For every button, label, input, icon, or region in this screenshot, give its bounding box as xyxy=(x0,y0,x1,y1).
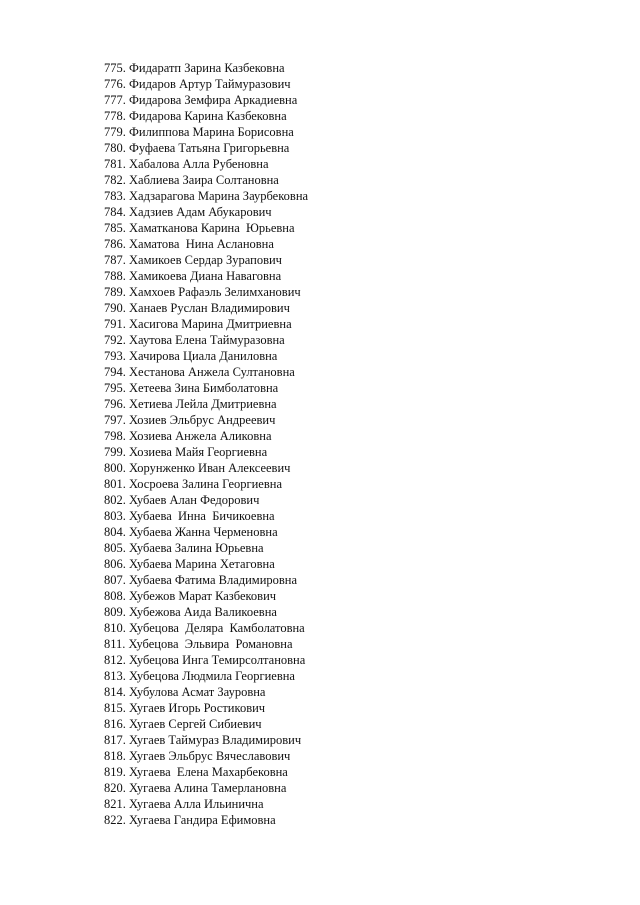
list-item xyxy=(104,620,308,636)
list-item xyxy=(104,732,308,748)
entry-number: 819. xyxy=(104,765,126,779)
list-item xyxy=(104,460,308,476)
list-item xyxy=(104,780,308,796)
entry-name: Хугаев Игорь Ростикович xyxy=(129,701,266,715)
list-item xyxy=(104,380,308,396)
entry-number: 800. xyxy=(104,461,126,475)
entry-name: Хубежов Марат Казбекович xyxy=(129,589,277,603)
entry-number: 820. xyxy=(104,781,126,795)
entry-name: Ханаев Руслан Владимирович xyxy=(129,301,290,315)
entry-number: 806. xyxy=(104,557,126,571)
entry-name: Хубежова Аида Валикоевна xyxy=(129,605,277,619)
entry-name: Хугаева Алла Ильинична xyxy=(129,797,264,811)
list-item xyxy=(104,636,308,652)
entry-name: Хозиева Анжела Аликовна xyxy=(129,429,272,443)
entry-number: 775. xyxy=(104,61,126,75)
list-item xyxy=(104,812,308,828)
entry-number: 818. xyxy=(104,749,126,763)
entry-name: Хабалова Алла Рубеновна xyxy=(129,157,269,171)
entry-name: Хубаева Фатима Владимировна xyxy=(129,573,298,587)
entry-name: Хамикоев Сердар Зурапович xyxy=(129,253,282,267)
entry-number: 803. xyxy=(104,509,126,523)
entry-number: 817. xyxy=(104,733,126,747)
entry-number: 822. xyxy=(104,813,126,827)
entry-number: 786. xyxy=(104,237,126,251)
list-item xyxy=(104,268,308,284)
list-item xyxy=(104,748,308,764)
entry-number: 782. xyxy=(104,173,126,187)
entry-name: Хадзарагова Марина Заурбековна xyxy=(129,189,309,203)
entry-name: Хугаев Сергей Сибиевич xyxy=(129,717,262,731)
entry-number: 791. xyxy=(104,317,126,331)
list-item xyxy=(104,588,308,604)
entry-number: 784. xyxy=(104,205,126,219)
entry-name: Фидарова Карина Казбековна xyxy=(129,109,287,123)
entry-number: 810. xyxy=(104,621,126,635)
list-item xyxy=(104,540,308,556)
list-item xyxy=(104,492,308,508)
entry-number: 794. xyxy=(104,365,126,379)
list-item xyxy=(104,156,308,172)
list-item xyxy=(104,764,308,780)
entry-name: Фидаратп Зарина Казбековна xyxy=(129,61,285,75)
entry-number: 815. xyxy=(104,701,126,715)
entry-number: 799. xyxy=(104,445,126,459)
list-item xyxy=(104,188,308,204)
entry-name: Хубаева Жанна Черменовна xyxy=(129,525,278,539)
entry-name: Хугаев Таймураз Владимирович xyxy=(129,733,302,747)
entry-name: Хугаева Алина Тамерлановна xyxy=(129,781,287,795)
list-item xyxy=(104,668,308,684)
entry-number: 777. xyxy=(104,93,126,107)
list-item xyxy=(104,716,308,732)
list-item xyxy=(104,396,308,412)
list-item xyxy=(104,140,308,156)
entry-name: Хубецова Эльвира Романовна xyxy=(128,637,293,651)
entry-name: Хорунженко Иван Алексеевич xyxy=(129,461,291,475)
entry-name: Хадзиев Адам Абукарович xyxy=(129,205,272,219)
entry-number: 778. xyxy=(104,109,126,123)
entry-name: Хубецова Деляра Камболатовна xyxy=(129,621,305,635)
entry-name: Хугаева Гандира Ефимовна xyxy=(129,813,276,827)
entry-name: Фидаров Артур Таймуразович xyxy=(129,77,291,91)
entry-number: 802. xyxy=(104,493,126,507)
entry-name: Хубаева Инна Бичикоевна xyxy=(129,509,275,523)
entry-name: Хасигова Марина Дмитриевна xyxy=(129,317,292,331)
entry-name: Хамхоев Рафаэль Зелимханович xyxy=(129,285,301,299)
entry-number: 795. xyxy=(104,381,126,395)
list-item xyxy=(104,524,308,540)
list-item xyxy=(104,284,308,300)
list-item xyxy=(104,700,308,716)
list-item xyxy=(104,60,308,76)
list-item xyxy=(104,204,308,220)
entry-name: Хачирова Циала Даниловна xyxy=(129,349,278,363)
entry-number: 807. xyxy=(104,573,126,587)
list-item xyxy=(104,236,308,252)
list-item xyxy=(104,476,308,492)
entry-name: Хамикоева Диана Наваговна xyxy=(129,269,282,283)
entry-number: 814. xyxy=(104,685,126,699)
entry-number: 790. xyxy=(104,301,126,315)
list-item xyxy=(104,444,308,460)
entry-number: 797. xyxy=(104,413,126,427)
entry-number: 805. xyxy=(104,541,126,555)
entry-number: 793. xyxy=(104,349,126,363)
entry-number: 785. xyxy=(104,221,126,235)
entry-number: 811. xyxy=(104,637,126,651)
entry-name: Фуфаева Татьяна Григорьевна xyxy=(129,141,290,155)
entry-name: Фидарова Земфира Аркадиевна xyxy=(129,93,298,107)
entry-name: Хозиев Эльбрус Андреевич xyxy=(129,413,276,427)
entry-name: Хубецова Людмила Георгиевна xyxy=(129,669,295,683)
entry-name: Хетеева Зина Бимболатовна xyxy=(129,381,279,395)
entry-name: Хаутова Елена Таймуразовна xyxy=(129,333,285,347)
entry-number: 780. xyxy=(104,141,126,155)
list-item xyxy=(104,332,308,348)
entry-name: Хозиева Майя Георгиевна xyxy=(129,445,268,459)
entry-number: 781. xyxy=(104,157,126,171)
list-item xyxy=(104,572,308,588)
entry-number: 788. xyxy=(104,269,126,283)
entry-number: 808. xyxy=(104,589,126,603)
list-item xyxy=(104,556,308,572)
entry-name: Хаматканова Карина Юрьевна xyxy=(129,221,295,235)
name-list xyxy=(104,60,308,828)
entry-number: 816. xyxy=(104,717,126,731)
list-item xyxy=(104,172,308,188)
entry-name: Хубулова Асмат Зауровна xyxy=(129,685,266,699)
list-item xyxy=(104,252,308,268)
entry-number: 787. xyxy=(104,253,126,267)
entry-number: 798. xyxy=(104,429,126,443)
entry-number: 783. xyxy=(104,189,126,203)
entry-name: Хугаева Елена Махарбековна xyxy=(129,765,288,779)
entry-number: 789. xyxy=(104,285,126,299)
list-item xyxy=(104,348,308,364)
entry-name: Хетиева Лейла Дмитриевна xyxy=(129,397,277,411)
entry-number: 804. xyxy=(104,525,126,539)
list-item xyxy=(104,508,308,524)
entry-name: Хубаева Марина Хетаговна xyxy=(129,557,275,571)
list-item xyxy=(104,108,308,124)
entry-number: 796. xyxy=(104,397,126,411)
list-item xyxy=(104,220,308,236)
entry-number: 779. xyxy=(104,125,126,139)
entry-number: 792. xyxy=(104,333,126,347)
list-item xyxy=(104,604,308,620)
list-item xyxy=(104,428,308,444)
list-item xyxy=(104,300,308,316)
list-item xyxy=(104,652,308,668)
list-item xyxy=(104,796,308,812)
entry-number: 821. xyxy=(104,797,126,811)
entry-number: 813. xyxy=(104,669,126,683)
entry-name: Хубецова Инга Темирсолтановна xyxy=(129,653,306,667)
entry-number: 801. xyxy=(104,477,126,491)
entry-name: Хубаев Алан Федорович xyxy=(129,493,260,507)
entry-number: 809. xyxy=(104,605,126,619)
entry-number: 812. xyxy=(104,653,126,667)
entry-name: Филиппова Марина Борисовна xyxy=(129,125,294,139)
entry-name: Хестанова Анжела Султановна xyxy=(129,365,295,379)
entry-number: 776. xyxy=(104,77,126,91)
list-item xyxy=(104,684,308,700)
entry-name: Хаблиева Заира Солтановна xyxy=(129,173,279,187)
entry-name: Хугаев Эльбрус Вячеславович xyxy=(129,749,291,763)
list-item xyxy=(104,124,308,140)
list-item xyxy=(104,76,308,92)
entry-name: Хосроева Залина Георгиевна xyxy=(129,477,282,491)
list-item xyxy=(104,364,308,380)
list-item xyxy=(104,412,308,428)
list-item xyxy=(104,92,308,108)
entry-name: Хаматова Нина Аслановна xyxy=(129,237,274,251)
list-item xyxy=(104,316,308,332)
entry-name: Хубаева Залина Юрьевна xyxy=(129,541,264,555)
